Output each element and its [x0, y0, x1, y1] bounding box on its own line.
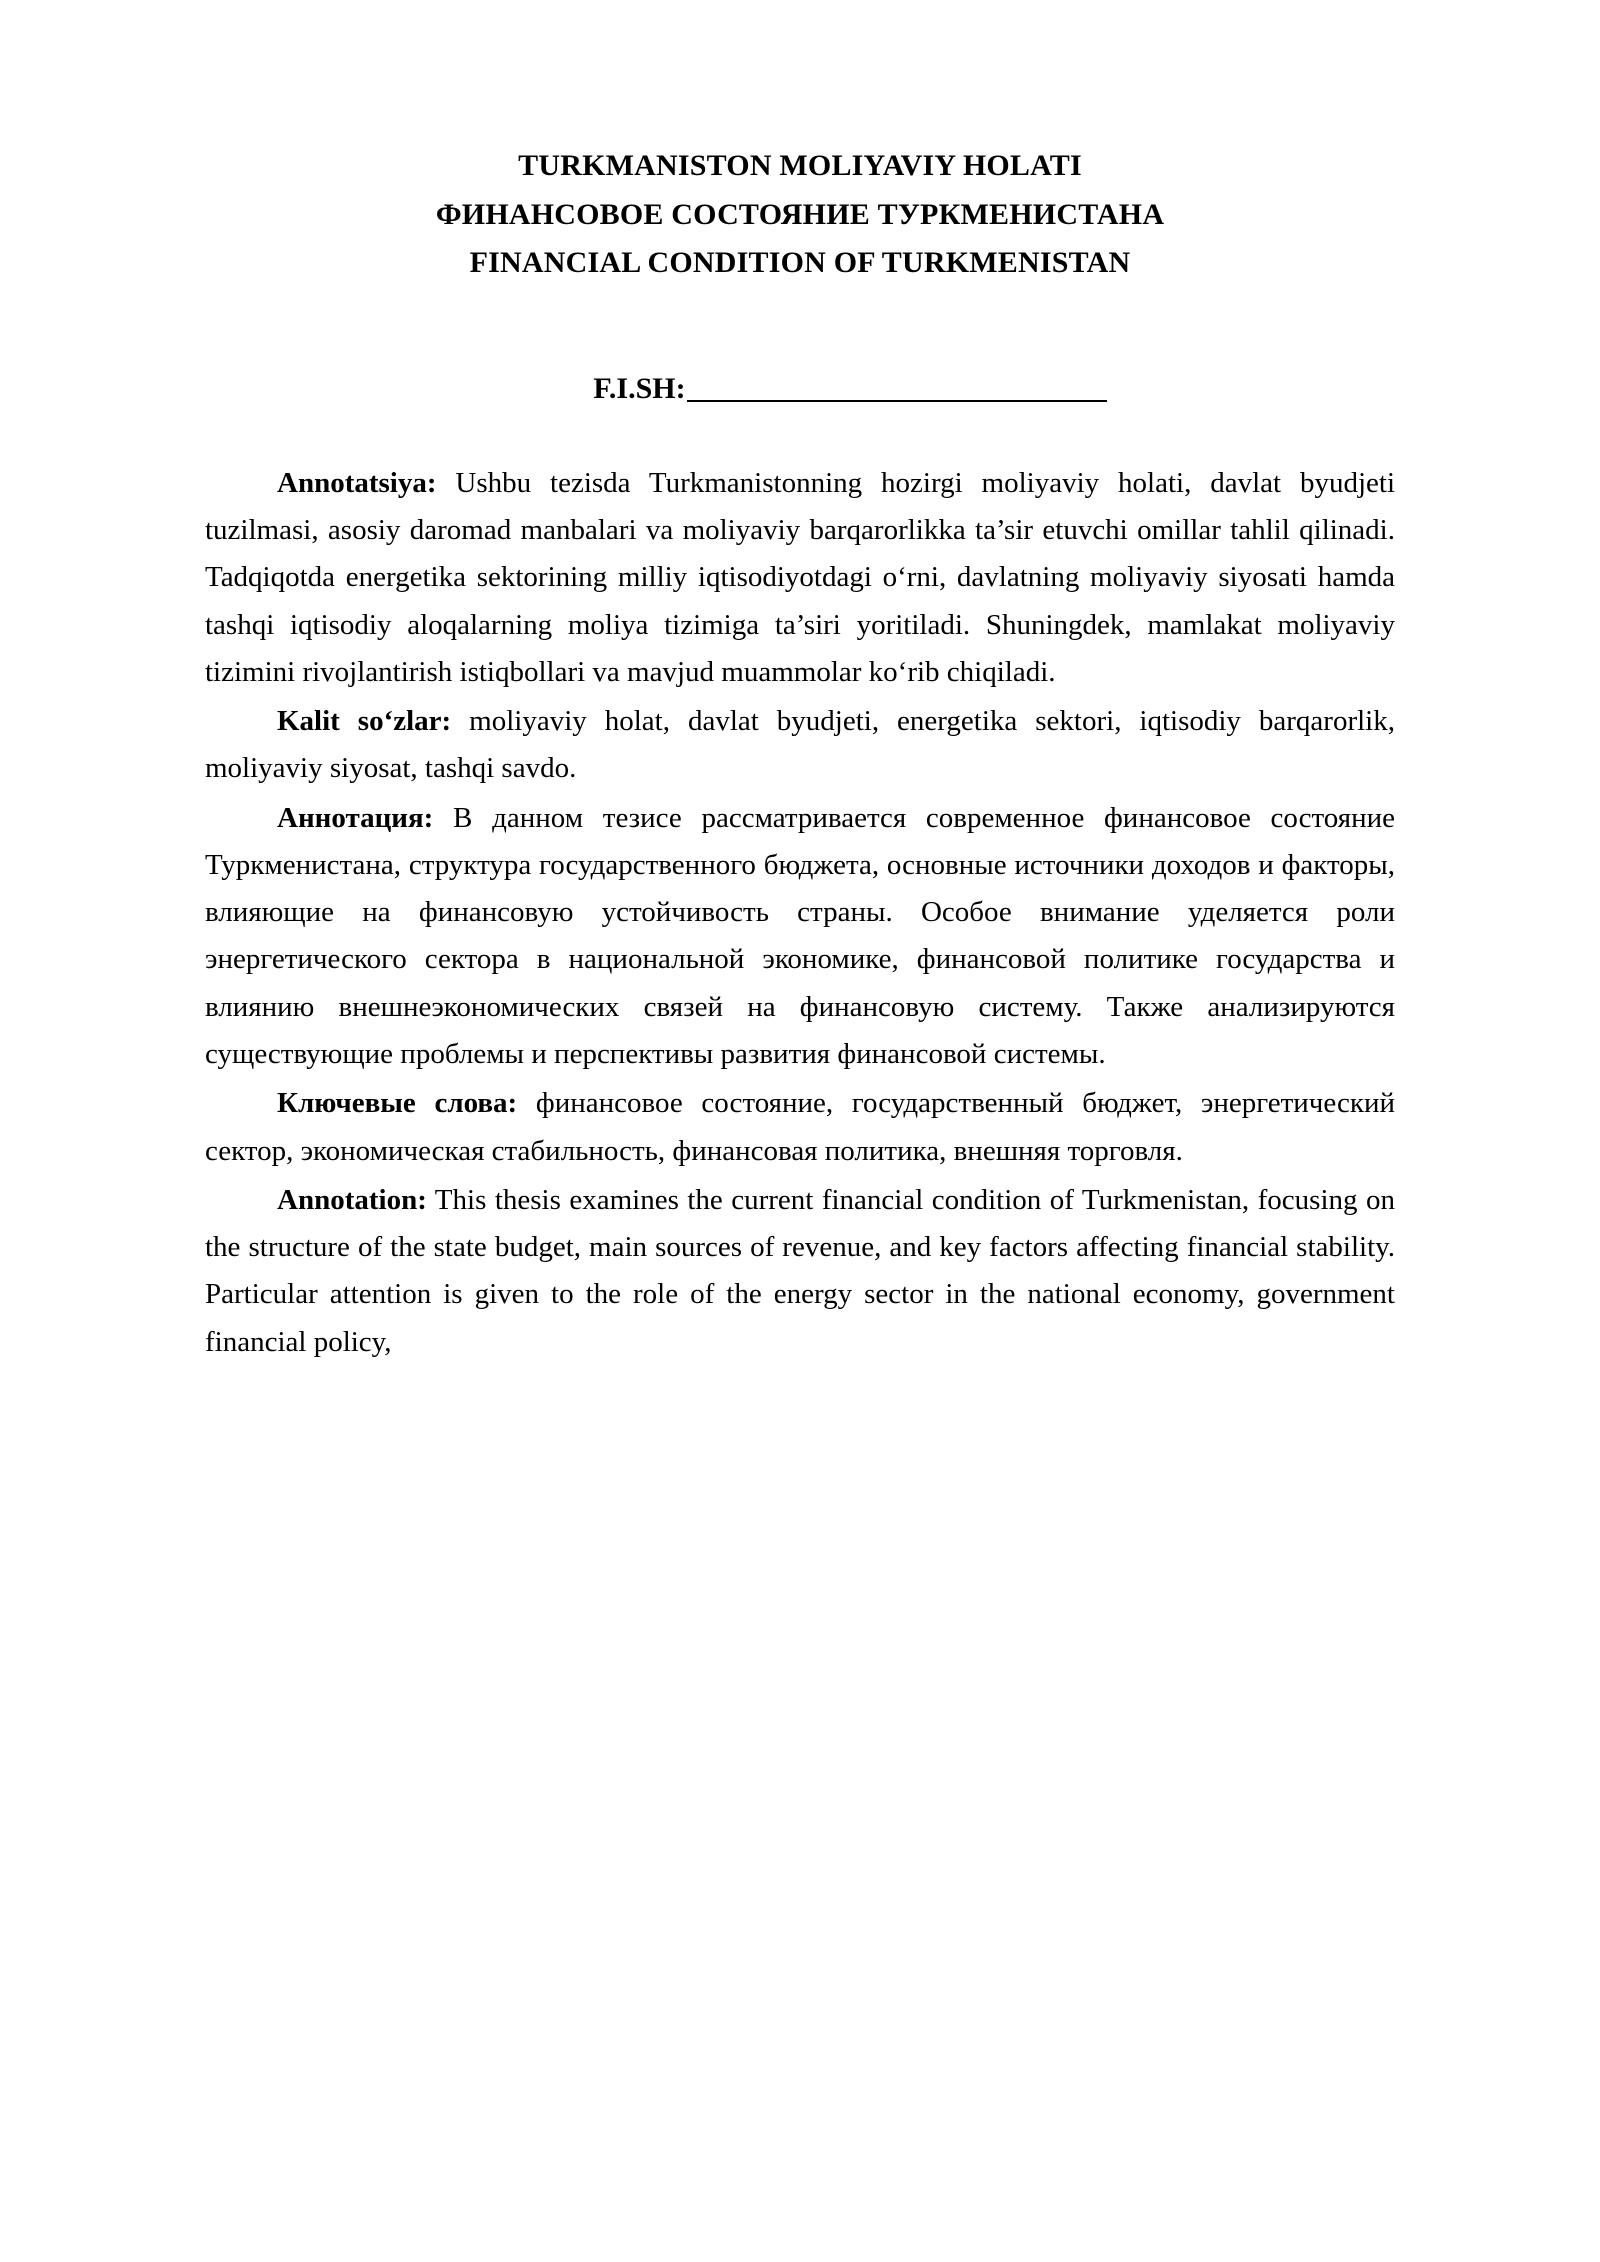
paragraph-lead-kalit-sozlar: Kalit so‘zlar:: [277, 705, 452, 738]
author-field-blank-line[interactable]: [687, 400, 1107, 402]
paragraph-lead-annotaciya: Аннотация:: [277, 801, 434, 834]
paragraph-kalit-sozlar: [205, 698, 1395, 793]
document-title-block: [205, 142, 1395, 288]
page-title-ru: ФИНАНСОВОЕ СОСТОЯНИЕ ТУРКМЕНИСТАНА: [435, 197, 1165, 231]
paragraph-annotatsiya: [205, 460, 1395, 696]
paragraph-annotaciya: [205, 795, 1395, 1079]
author-field-label: F.I.SH:: [593, 371, 686, 405]
paragraph-text-annotation: This thesis examines the current financial condition of Turkmenistan, focusing on the structure of the state budget, main sources of revenue, and key factors affecting financial stability. Particular attention is given to the role of the energy sector in the national economy, government financial policy,: [205, 1183, 1395, 1358]
author-field: [593, 372, 1106, 406]
paragraph-lead-annotation: Annotation:: [277, 1183, 427, 1216]
page-title-uz: TURKMANISTON MOLIYAVIY HOLATI: [518, 149, 1082, 182]
paragraph-text-annotaciya: В данном тезисе рассматривается современное финансовое состояние Туркменистана, структура государственного бюджета, основные источники доходов и факторы, влияющие на финансовую устойчивость страны. Особое внимание уделяется роли энергетического сектора в национальной экономике, финансовой политике государства и влиянию внешнеэкономических связей на финансовую систему. Также анализируются существующие проблемы и перспективы развития финансовой системы.: [205, 801, 1395, 1070]
author-field-row: [205, 372, 1395, 406]
paragraph-lead-klyuchevye-slova: Ключевые слова:: [277, 1087, 518, 1120]
paragraph-lead-annotatsiya: Annotatsiya:: [277, 466, 437, 499]
paragraph-annotation: [205, 1177, 1395, 1366]
paragraph-text-kalit-sozlar: moliyaviy holat, davlat byudjeti, energetika sektori, iqtisodiy barqarorlik, moliyaviy siyosat, tashqi savdo.: [205, 705, 1395, 785]
paragraph-text-klyuchevye-slova: финансовое состояние, государственный бюджет, энергетический сектор, экономическая стабильность, финансовая политика, внешняя торговля.: [205, 1087, 1395, 1167]
paragraph-text-annotatsiya: Ushbu tezisda Turkmanistonning hozirgi moliyaviy holati, davlat byudjeti tuzilmasi, asosiy daromad manbalari va moliyaviy barqarorlikka ta’sir etuvchi omillar tahlil qilinadi. Tadqiqotda energetika sektorining milliy iqtisodiyotdagi o‘rni, davlatning moliyaviy siyosati hamda tashqi iqtisodiy aloqalarning moliya tizimiga ta’siri yoritiladi. Shuningdek, mamlakat moliyaviy tizimini rivojlantirish istiqbollari va mavjud muammolar ko‘rib chiqiladi.: [205, 466, 1395, 688]
page-title-en: FINANCIAL CONDITION OF TURKMENISTAN: [469, 246, 1131, 280]
paragraph-klyuchevye-slova: [205, 1080, 1395, 1175]
